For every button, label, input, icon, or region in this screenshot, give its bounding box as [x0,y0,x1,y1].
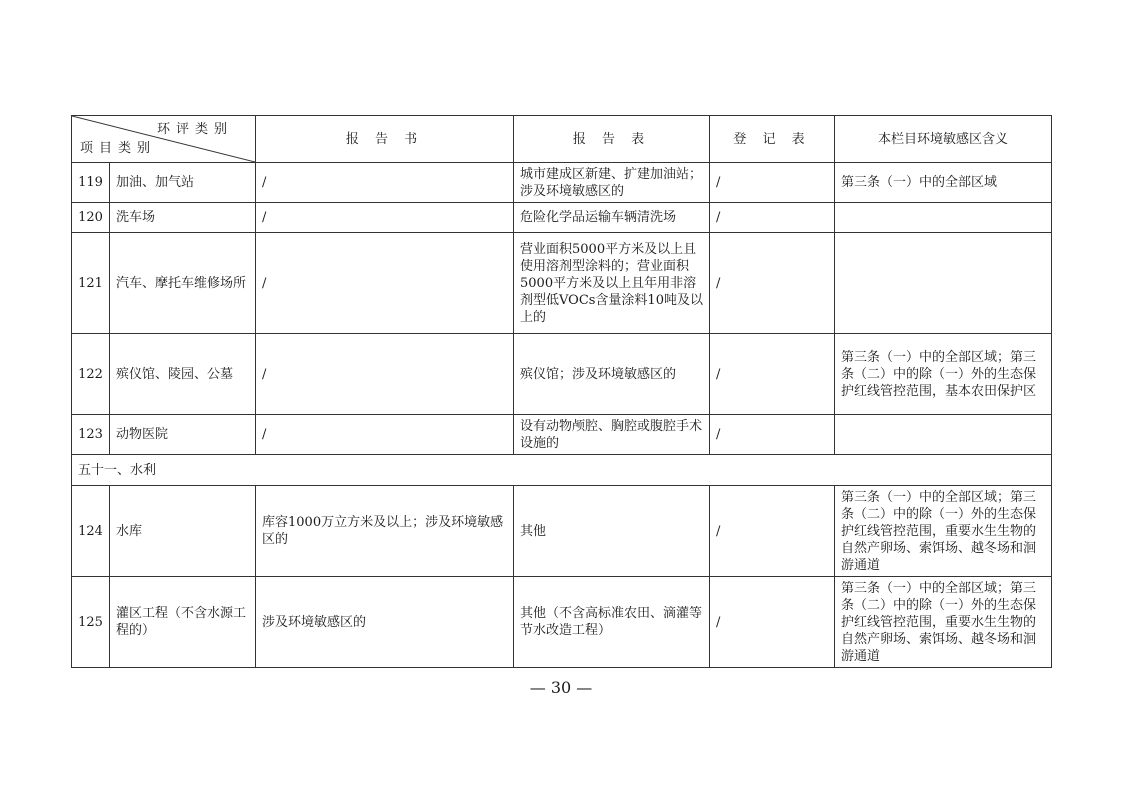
section-heading: 五十一、水利 [72,455,1052,486]
sensitive-area-cell: 第三条（一）中的全部区域 [835,163,1052,203]
project-name: 汽车、摩托车维修场所 [110,233,256,334]
row-number: 123 [72,415,110,455]
report-book-cell: / [256,233,514,334]
project-name: 水库 [110,486,256,577]
registration-cell: / [710,163,835,203]
diag-top-label: 环评类别 [156,122,233,137]
row-number: 119 [72,163,110,203]
table-row [72,415,1052,455]
registration-cell: / [710,203,835,233]
table-row [72,233,1052,334]
registration-cell: / [710,233,835,334]
row-number: 125 [72,577,110,668]
project-name: 动物医院 [110,415,256,455]
table-row [72,163,1052,203]
sensitive-area-cell [835,415,1052,455]
sensitive-area-cell: 第三条（一）中的全部区域；第三条（二）中的除（一）外的生态保护红线管控范围，重要水生生物的自然产卵场、索饵场、越冬场和洄游通道 [835,577,1052,668]
report-book-cell: 涉及环境敏感区的 [256,577,514,668]
report-book-cell: / [256,203,514,233]
table-row [72,486,1052,577]
section-row [72,455,1052,486]
registration-cell: / [710,577,835,668]
classification-table [71,115,1052,668]
diagonal-header-cell [72,116,256,163]
report-form-cell: 危险化学品运输车辆清洗场 [514,203,710,233]
report-book-cell: / [256,334,514,415]
sensitive-area-cell: 第三条（一）中的全部区域；第三条（二）中的除（一）外的生态保护红线管控范围，重要水生生物的自然产卵场、索饵场、越冬场和洄游通道 [835,486,1052,577]
report-form-cell: 殡仪馆；涉及环境敏感区的 [514,334,710,415]
sensitive-area-cell [835,203,1052,233]
page-number: — 30 — [529,678,593,697]
report-form-cell: 其他 [514,486,710,577]
report-form-cell: 营业面积5000平方米及以上且使用溶剂型涂料的；营业面积5000平方米及以上且年用非溶剂型低VOCs含量涂料10吨及以上的 [514,233,710,334]
row-number: 121 [72,233,110,334]
project-name: 殡仪馆、陵园、公墓 [110,334,256,415]
row-number: 120 [72,203,110,233]
report-book-cell: 库容1000万立方米及以上；涉及环境敏感区的 [256,486,514,577]
report-form-cell: 设有动物颅腔、胸腔或腹腔手术设施的 [514,415,710,455]
project-name: 加油、加气站 [110,163,256,203]
col-registration: 登 记 表 [710,116,835,163]
registration-cell: / [710,334,835,415]
row-number: 122 [72,334,110,415]
col-sensitive-area: 本栏目环境敏感区含义 [835,116,1052,163]
report-book-cell: / [256,163,514,203]
project-name: 洗车场 [110,203,256,233]
row-number: 124 [72,486,110,577]
report-book-cell: / [256,415,514,455]
table-row [72,203,1052,233]
col-report-book: 报 告 书 [256,116,514,163]
sensitive-area-cell: 第三条（一）中的全部区域；第三条（二）中的除（一）外的生态保护红线管控范围，基本农田保护区 [835,334,1052,415]
registration-cell: / [710,415,835,455]
col-report-form: 报 告 表 [514,116,710,163]
project-name: 灌区工程（不含水源工程的） [110,577,256,668]
table-row [72,334,1052,415]
table-row [72,577,1052,668]
header-row [72,116,1052,163]
diag-bottom-label: 项目类别 [80,141,157,156]
registration-cell: / [710,486,835,577]
sensitive-area-cell [835,233,1052,334]
report-form-cell: 城市建成区新建、扩建加油站；涉及环境敏感区的 [514,163,710,203]
report-form-cell: 其他（不含高标准农田、滴灌等节水改造工程） [514,577,710,668]
